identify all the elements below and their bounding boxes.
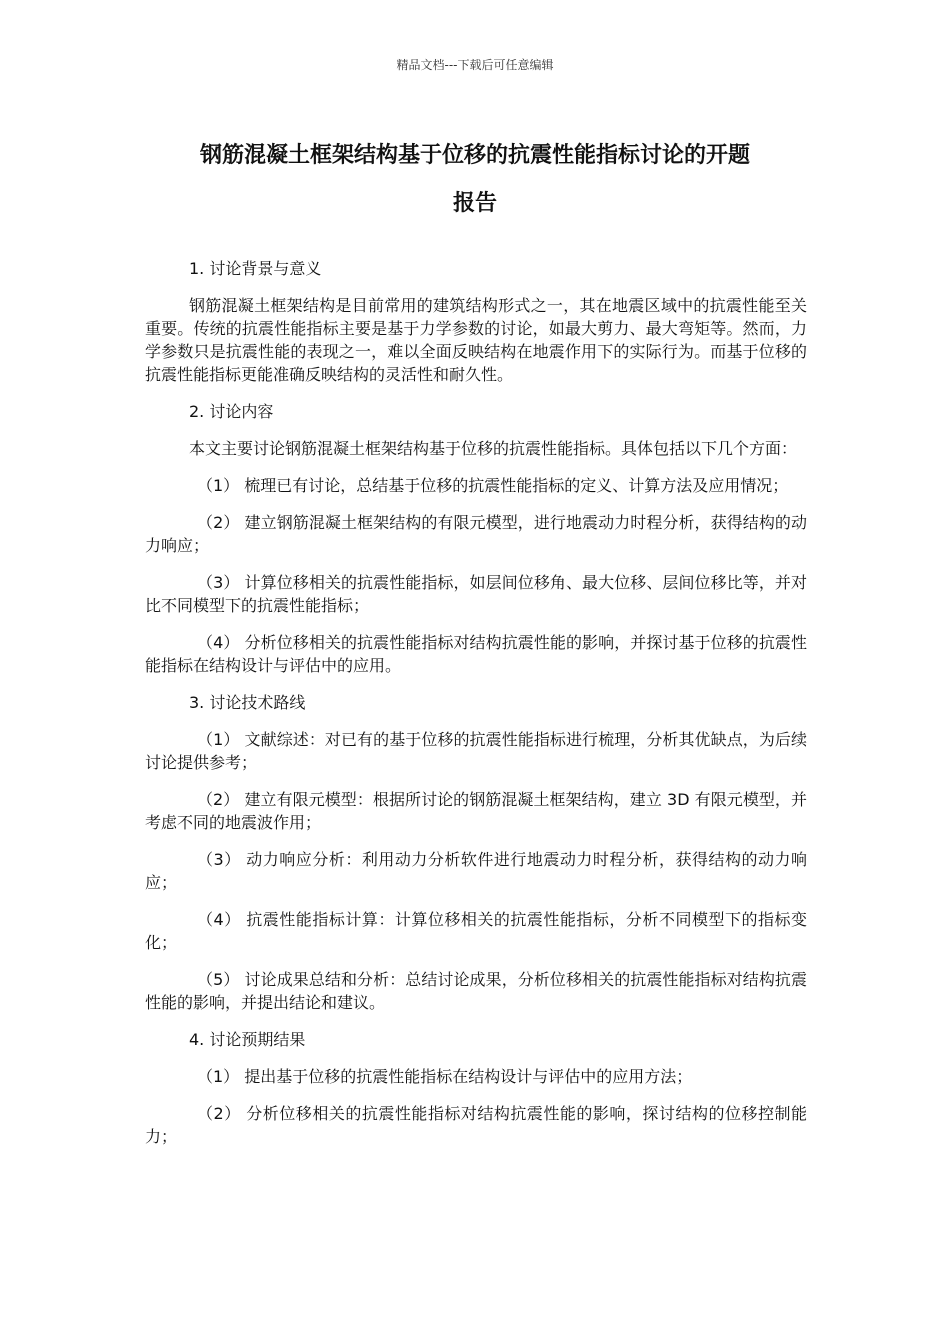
content-list-item: （2） 建立钢筋混凝土框架结构的有限元模型，进行地震动力时程分析，获得结构的动力响应； (145, 513, 807, 555)
roadmap-list-item: （5） 讨论成果总结和分析：总结讨论成果，分析位移相关的抗震性能指标对结构抗震性能的影响，并提出结论和建议。 (145, 970, 807, 1012)
results-list-item: （2） 分析位移相关的抗震性能指标对结构抗震性能的影响，探讨结构的位移控制能力； (145, 1104, 807, 1146)
page-header: 精品文档---下载后可任意编辑 (396, 58, 554, 72)
document-body (145, 257, 807, 1162)
content-list-item: （4） 分析位移相关的抗震性能指标对结构抗震性能的影响，并探讨基于位移的抗震性能指标在结构设计与评估中的应用。 (145, 633, 807, 675)
roadmap-list-item: （3） 动力响应分析：利用动力分析软件进行地震动力时程分析，获得结构的动力响应； (145, 850, 807, 892)
section-heading-roadmap: 3. 讨论技术路线 (189, 693, 306, 712)
section-heading-content: 2. 讨论内容 (189, 402, 274, 421)
title-line-1: 钢筋混凝土框架结构基于位移的抗震性能指标讨论的开题 (199, 143, 750, 168)
roadmap-list-item: （1） 文献综述：对已有的基于位移的抗震性能指标进行梳理，分析其优缺点，为后续讨论提供参考； (145, 730, 807, 772)
section-heading-expected-results: 4. 讨论预期结果 (189, 1030, 306, 1049)
roadmap-list-item: （2） 建立有限元模型：根据所讨论的钢筋混凝土框架结构，建立 3D 有限元模型，并考虑不同的地震波作用； (145, 790, 807, 832)
background-paragraph: 钢筋混凝土框架结构是目前常用的建筑结构形式之一，其在地震区域中的抗震性能至关重要。传统的抗震性能指标主要是基于力学参数的讨论，如最大剪力、最大弯矩等。然而，力学参数只是抗震性能的表现之一，难以全面反映结构在地震作用下的实际行为。而基于位移的抗震性能指标更能准确反映结构的灵活性和耐久性。 (145, 296, 807, 384)
section-heading-background: 1. 讨论背景与意义 (189, 259, 322, 278)
roadmap-list-item: （4） 抗震性能指标计算：计算位移相关的抗震性能指标，分析不同模型下的指标变化； (145, 910, 807, 952)
results-list-item: （1） 提出基于位移的抗震性能指标在结构设计与评估中的应用方法； (197, 1067, 693, 1086)
title-line-2: 报告 (452, 191, 497, 216)
content-list-item: （3） 计算位移相关的抗震性能指标，如层间位移角、最大位移、层间位移比等，并对比不同模型下的抗震性能指标； (145, 573, 807, 615)
document-title (140, 132, 810, 228)
content-list-item: （1） 梳理已有讨论，总结基于位移的抗震性能指标的定义、计算方法及应用情况； (197, 476, 789, 495)
content-intro-paragraph: 本文主要讨论钢筋混凝土框架结构基于位移的抗震性能指标。具体包括以下几个方面： (189, 439, 798, 458)
